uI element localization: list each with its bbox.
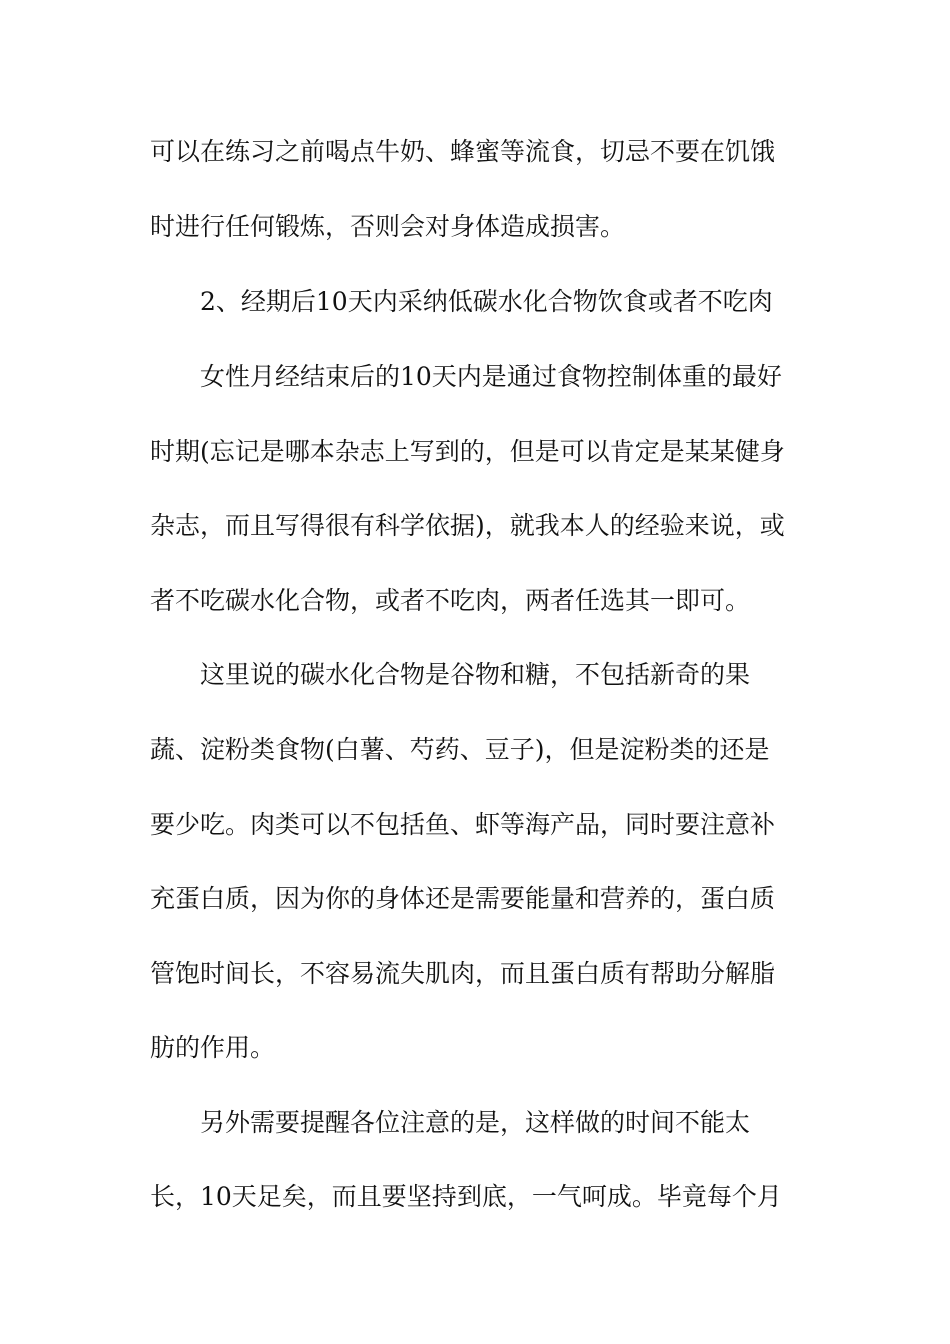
text-line: 管饱时间长，不容易流失肌肉，而且蛋白质有帮助分解脂 xyxy=(150,959,776,988)
text-line: 长，10天足矣，而且要坚持到底，一气呵成。毕竟每个月 xyxy=(150,1182,782,1211)
text-line: 这里说的碳水化合物是谷物和糖，不包括新奇的果 xyxy=(200,660,751,689)
section-heading: 2、经期后10天内采纳低碳水化合物饮食或者不吃肉 xyxy=(200,287,773,316)
text-line: 时期(忘记是哪本杂志上写到的，但是可以肯定是某某健身 xyxy=(150,437,785,466)
text-line: 蔬、淀粉类食物(白薯、芍药、豆子)，但是淀粉类的还是 xyxy=(150,735,770,764)
text-line: 杂志，而且写得很有科学依据)，就我本人的经验来说，或 xyxy=(150,511,785,540)
text-line: 要少吃。肉类可以不包括鱼、虾等海产品，同时要注意补 xyxy=(150,810,776,839)
text-line: 可以在练习之前喝点牛奶、蜂蜜等流食，切忌不要在饥饿 xyxy=(150,137,776,166)
text-line: 时进行任何锻炼，否则会对身体造成损害。 xyxy=(150,212,626,241)
text-line: 女性月经结束后的10天内是通过食物控制体重的最好 xyxy=(200,362,782,391)
text-line: 者不吃碳水化合物，或者不吃肉，两者任选其一即可。 xyxy=(150,586,751,615)
text-line: 充蛋白质，因为你的身体还是需要能量和营养的，蛋白质 xyxy=(150,884,776,913)
text-line: 肪的作用。 xyxy=(150,1033,276,1062)
text-line: 另外需要提醒各位注意的是，这样做的时间不能太 xyxy=(200,1108,751,1137)
